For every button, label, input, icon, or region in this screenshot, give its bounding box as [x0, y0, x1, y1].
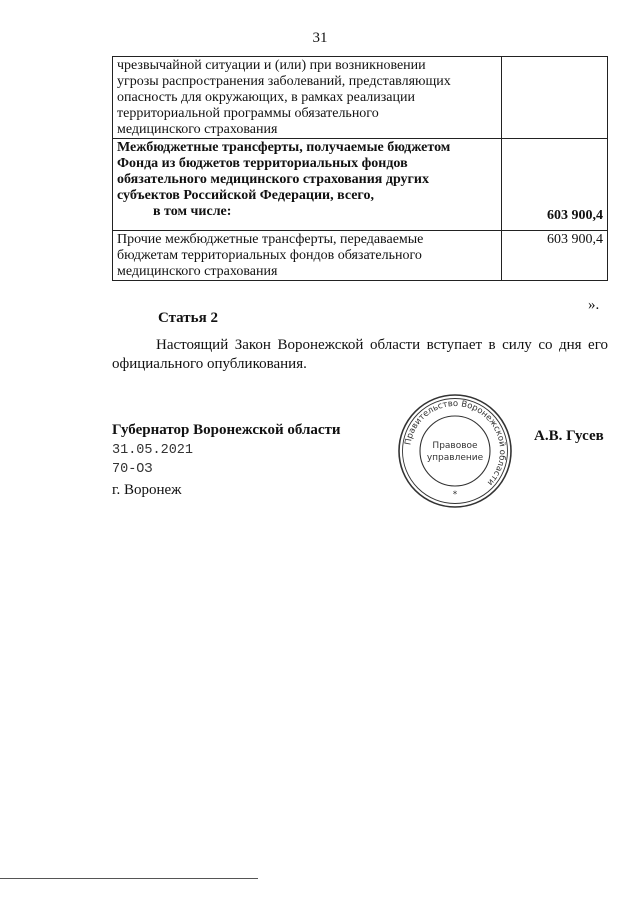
table-cell-description: Межбюджетные трансферты, получаемые бюджетом Фонда из бюджетов территориальных фондов обязательного медицинского страхования других субъектов Российской Федерации, всего, в том числе:: [113, 139, 502, 231]
page-number: 31: [312, 30, 328, 46]
table-cell-amount: 603 900,4: [502, 139, 608, 231]
seal-center-line-2: управление: [426, 453, 484, 463]
budget-table: [112, 56, 608, 281]
table-row: [113, 139, 608, 231]
seal-ring-text: Правительство Воронежской области: [403, 398, 508, 488]
seal-center-line-1: Правовое: [432, 441, 478, 451]
article-text: Настоящий Закон Воронежской области вступает в силу со дня его официального опубликования.: [112, 337, 608, 372]
footer-divider: [0, 878, 258, 879]
signer-name: А.В. Гусев: [534, 428, 604, 444]
table-cell-description: чрезвычайной ситуации и (или) при возникновении угрозы распространения заболеваний, представляющих опасность для окружающих, в рамках реализации территориальной программы обязательного медицинского страхования: [113, 57, 502, 139]
table-cell-amount: [502, 57, 608, 139]
table-row: [113, 57, 608, 139]
official-seal: [397, 393, 513, 509]
law-number: 70-ОЗ: [112, 462, 153, 477]
seal-star-icon: *: [452, 490, 458, 500]
table-cell-amount: 603 900,4: [502, 231, 608, 281]
signing-date: 31.05.2021: [112, 443, 194, 458]
article-title: Статья 2: [158, 310, 218, 326]
closing-quote: ».: [588, 297, 600, 313]
governor-title: Губернатор Воронежской области: [112, 422, 341, 438]
table-row: [113, 231, 608, 281]
city: г. Воронеж: [112, 482, 182, 498]
table-cell-description: Прочие межбюджетные трансферты, передаваемые бюджетам территориальных фондов обязательного медицинского страхования: [113, 231, 502, 281]
